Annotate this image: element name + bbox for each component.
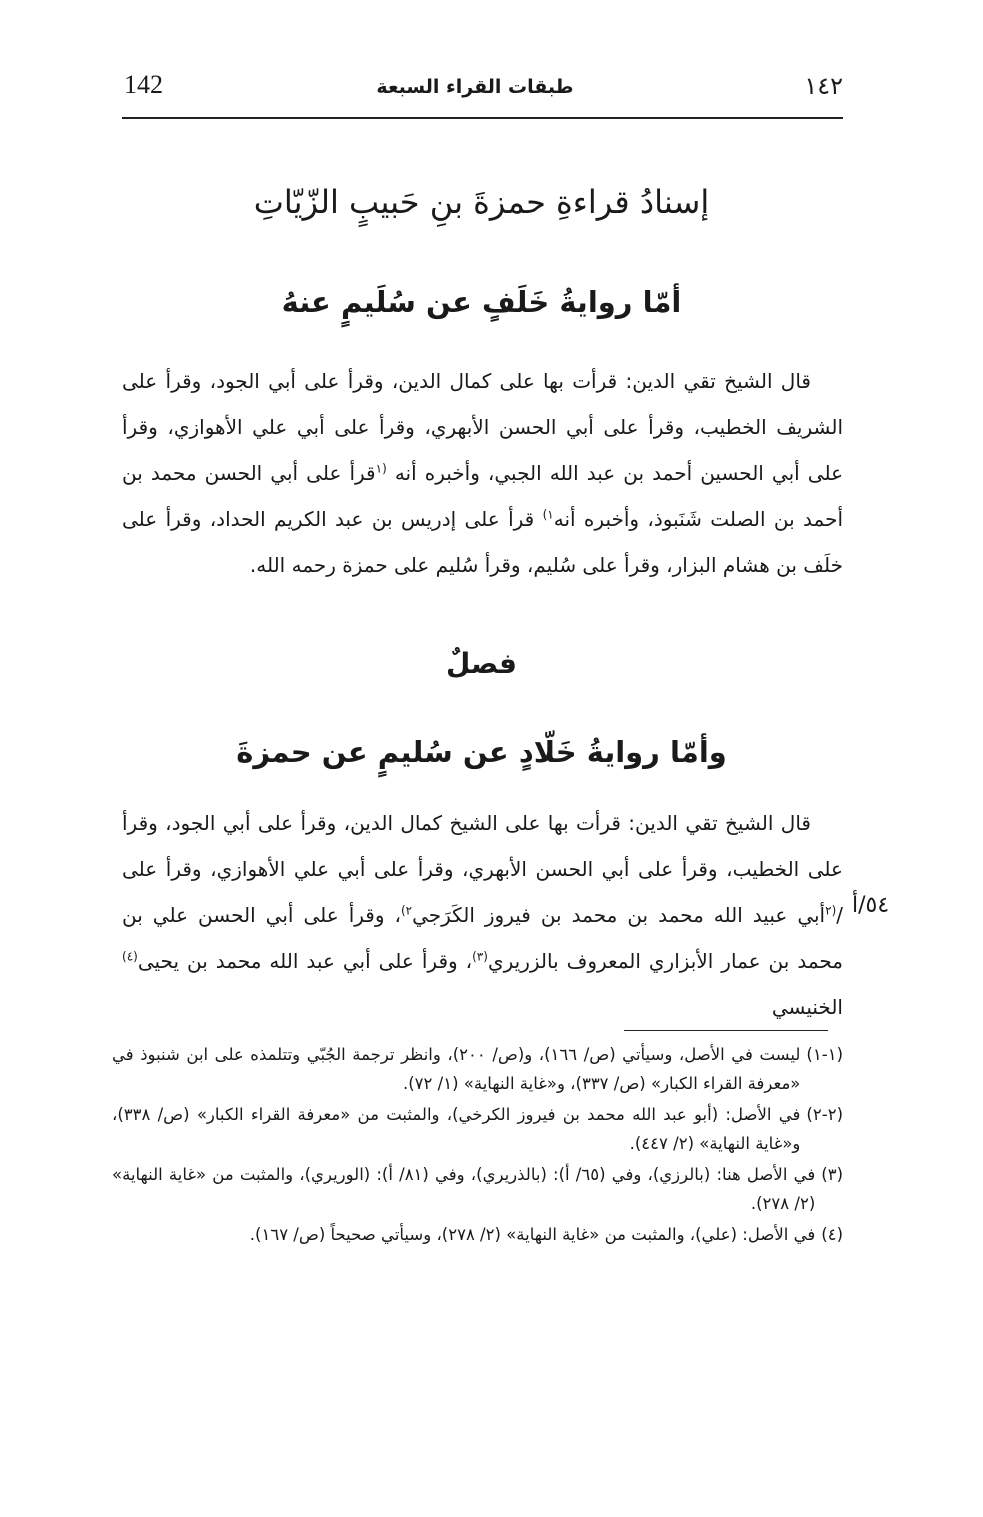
footnote-number: (١-١) (806, 1045, 843, 1064)
footnote-rule (624, 1030, 828, 1031)
footnote-marker-1-open: (١ (375, 461, 387, 476)
subtitle-khalaf: أمّا روايةُ خَلَفٍ عن سُلَيمٍ عنهُ (281, 285, 682, 319)
footnote-marker-2-close: ٢) (400, 903, 413, 918)
running-title: طبقات القراء السبعة (376, 76, 574, 98)
paragraph-khallad-text-b: أبي عبيد الله محمد بن محمد بن فيروز الكَرَجي (412, 903, 826, 927)
paragraph-khallad (122, 800, 843, 1030)
header-rule (122, 117, 843, 119)
paragraph-khalaf-text-b: قرأ على أبي الحسن محمد بن أحمد بن الصلت شَنَبوذ، وأخبره أنه (122, 461, 843, 531)
paragraph-khalaf (122, 358, 843, 588)
footnote-text: ليست في الأصل، وسيأتي (ص/ ١٦٦)، و(ص/ ٢٠٠)، وانظر ترجمة الجُبّي وتتلمذه على ابن شنبوذ في «معرفة القراء الكبار» (ص/ ٣٣٧)، و«غاية النهاية» (١/ ٧٢). (112, 1045, 801, 1093)
subtitle-khallad: وأمّا روايةُ خَلّادٍ عن سُليمٍ عن حمزةَ (236, 735, 727, 769)
paragraph-khalaf-text-c: قرأ على إدريس بن عبد الكريم الحداد، وقرأ على خلَف بن هشام البزار، وقرأ على سُليم، وقرأ سُليم على حمزة رحمه الله. (122, 507, 843, 577)
paragraph-khallad-text-a: قال الشيخ تقي الدين: قرأت بها على الشيخ كمال الدين، وقرأ على أبي الجود، وقرأ على الخطيب، وقرأ على أبي الحسن الأبهري، وقرأ على أبي علي الأهوازي، وقرأ على / (122, 811, 843, 927)
footnote-marker-2-open: (٢ (825, 903, 837, 918)
footnote-text: في الأصل: (علي)، والمثبت من «غاية النهاية» (٢/ ٢٧٨)، وسيأتي صحيحاً (ص/ ١٦٧). (249, 1225, 816, 1244)
footnote-text: في الأصل: (أبو عبد الله محمد بن فيروز الكرخي)، والمثبت من «معرفة القراء الكبار» (ص/ ٣٣٨)، و«غاية النهاية» (٢/ ٤٤٧). (112, 1105, 801, 1153)
main-title: إسنادُ قراءةِ حمزةَ بنِ حَبيبٍ الزّيّاتِ (253, 183, 710, 221)
footnote-number: (٣) (821, 1165, 843, 1184)
footnote-item (112, 1100, 843, 1158)
page-number-latin: 142 (124, 70, 163, 99)
footnote-number: (٢-٢) (806, 1105, 843, 1124)
footnote-text: في الأصل هنا: (بالرزي)، وفي (٦٥/ أ): (بالذريري)، وفي (٨١/ أ): (الوريري)، والمثبت من «غاية النهاية» (٢/ ٢٧٨). (112, 1165, 816, 1213)
footnote-item (112, 1040, 843, 1098)
footnotes (112, 1040, 843, 1251)
paragraph-khalaf-text-a: قال الشيخ تقي الدين: قرأت بها على كمال الدين، وقرأ على أبي الجود، وقرأ على الشريف الخطيب، وقرأ على أبي الحسن الأبهري، وقرأ على أبي علي الأهوازي، وقرأ على أبي الحسين أحمد بن عبد الله الجبي، وأخبره أنه (122, 369, 844, 485)
footnote-marker-1-close: ١) (542, 507, 554, 522)
footnote-marker-3: (٣) (472, 949, 488, 964)
margin-folio-reference: ٥٤/أ (852, 893, 890, 918)
fasl-heading: فصلٌ (446, 647, 517, 680)
paragraph-khallad-text-e: الخنيسي (771, 995, 843, 1019)
footnote-item (112, 1160, 843, 1218)
paragraph-khallad-text-c: ، وقرأ على أبي الحسن علي بن محمد بن عمار الأبزاري المعروف بالزريري (122, 903, 844, 973)
paragraph-khallad-text-d: ، وقرأ على أبي عبد الله محمد بن يحيى (137, 949, 473, 973)
page-number-arabic: ١٤٢ (804, 72, 843, 100)
footnote-item (112, 1220, 843, 1249)
footnote-marker-4: (٤) (122, 949, 138, 964)
footnote-number: (٤) (821, 1225, 843, 1244)
